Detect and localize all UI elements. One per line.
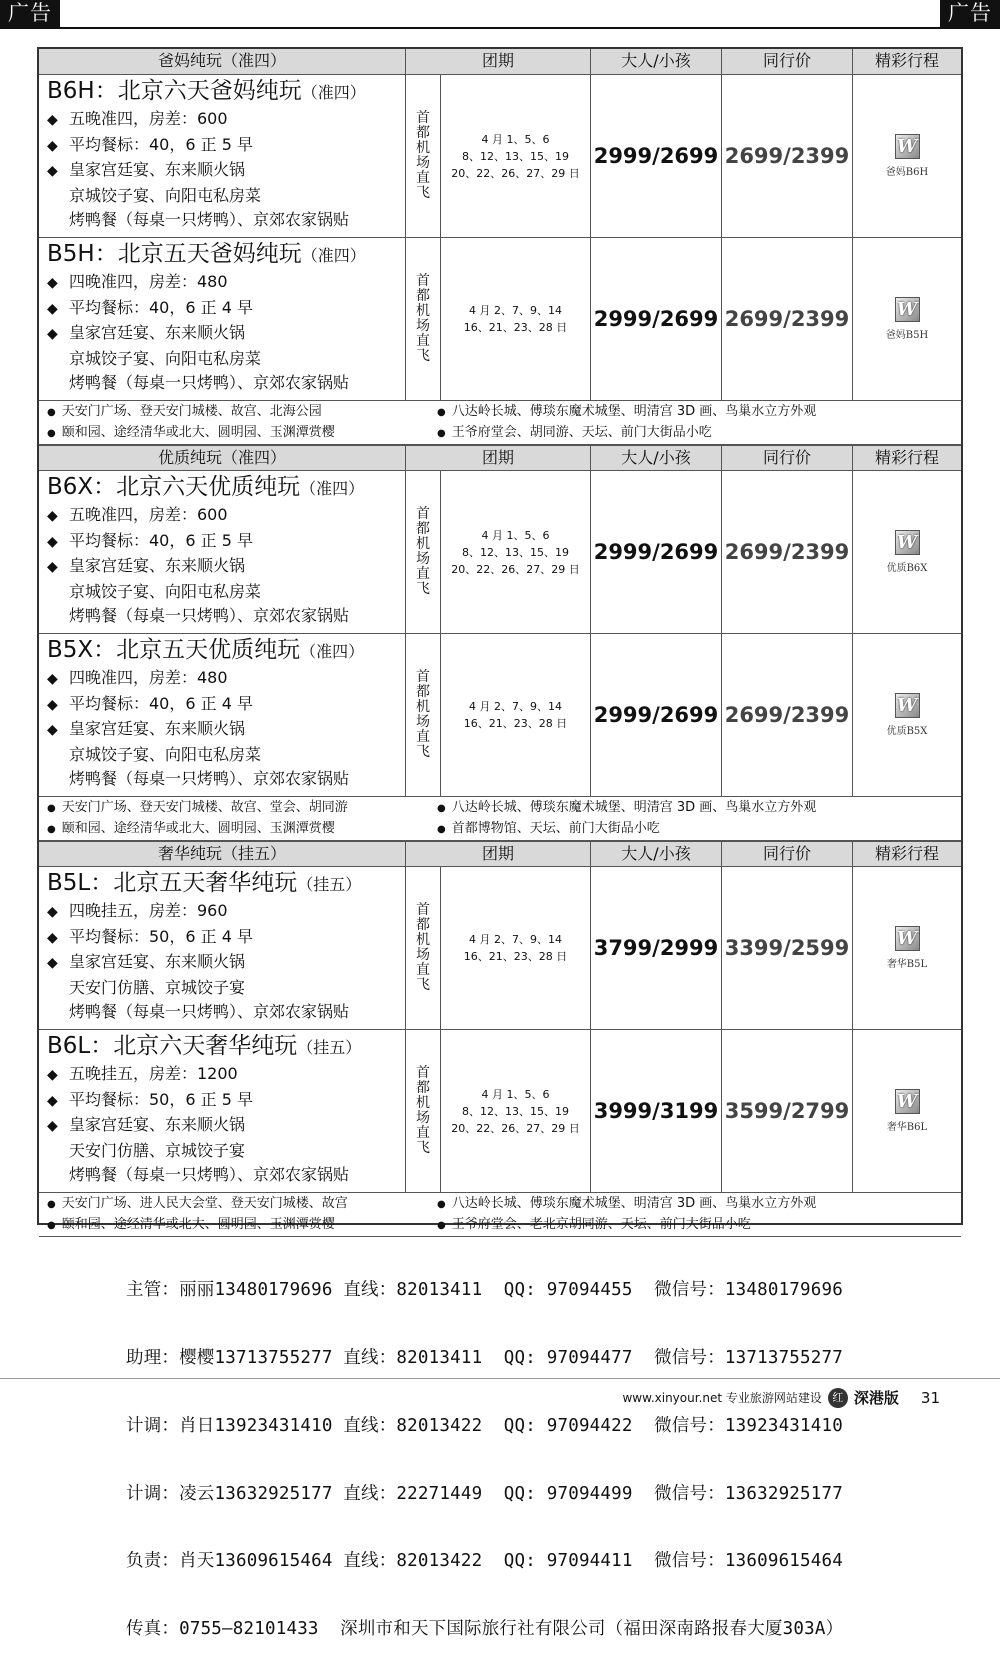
feature-text: 五晚准四，房差：600 — [69, 505, 228, 524]
highlight-item — [47, 401, 322, 423]
dot-bullet-icon: ● — [47, 803, 56, 814]
feature-line — [47, 899, 405, 925]
product-code-name: B5H：北京五天爸妈纯玩 — [47, 241, 302, 267]
tour-dates — [440, 75, 590, 237]
contact-block — [126, 1234, 843, 1663]
diamond-bullet-icon: ◆ — [47, 929, 58, 946]
adult-child-price: 2999/2699 — [590, 471, 721, 633]
page-footer — [622, 1387, 940, 1408]
diamond-bullet-icon: ◆ — [47, 1067, 58, 1083]
highlight-text: 颐和园、途经清华或北大、圆明园、玉渊潭赏樱 — [61, 821, 335, 836]
date-line: 16、21、23、28 日 — [463, 950, 568, 963]
dot-bullet-icon: ● — [47, 428, 56, 439]
itinerary-doc-label[interactable]: 奢华B5L — [886, 959, 928, 970]
col-trade-price: 同行价 — [721, 446, 852, 470]
footer-rule — [0, 1378, 1000, 1379]
col-adult-child: 大人/小孩 — [590, 842, 721, 866]
highlight-text: 八达岭长城、傅琰东魔术城堡、明清宫 3D 画、鸟巢水立方外观 — [451, 404, 817, 419]
diamond-bullet-icon: ◆ — [47, 1118, 58, 1134]
diamond-bullet-icon: ◆ — [47, 559, 58, 575]
diamond-bullet-icon: ◆ — [47, 300, 58, 317]
dot-bullet-icon: ● — [437, 803, 446, 814]
feature-line — [47, 529, 405, 555]
word-doc-icon[interactable]: W — [895, 297, 920, 322]
product-row — [39, 867, 961, 1030]
feature-line — [47, 270, 405, 296]
hotel-level: （准四） — [301, 246, 366, 265]
diamond-bullet-icon: ◆ — [47, 112, 58, 128]
feature-continued: 烤鸭餐（每桌一只烤鸭）、京郊农家锅贴 — [69, 373, 350, 392]
product-row — [39, 471, 961, 634]
feature-line — [47, 158, 405, 184]
flight-note: 首 都 机 场 直 飞 — [416, 110, 430, 201]
contact-line: 主管：丽丽13480179696 直线：82013411 QQ: 97094455 微信号：13480179696 — [126, 1280, 843, 1301]
feature-line — [47, 1113, 405, 1139]
dot-bullet-icon: ● — [437, 1220, 446, 1231]
dot-bullet-icon: ● — [47, 1220, 56, 1231]
product-row — [39, 75, 961, 238]
feature-continued: 烤鸭餐（每桌一只烤鸭）、京郊农家锅贴 — [69, 1002, 350, 1021]
section-title: 爸妈纯玩（准四） — [157, 51, 286, 70]
flight-cell — [405, 867, 440, 1029]
trade-price: 3399/2599 — [721, 867, 852, 1029]
highlight-item — [437, 1214, 751, 1236]
feature-text: 平均餐标：40，6 正 4 早 — [69, 297, 253, 317]
feature-line — [47, 666, 405, 692]
ad-tag-left: 广告 — [0, 0, 60, 27]
feature-text: 皇家宫廷宴、东来顺火锅 — [69, 1115, 246, 1134]
highlight-text: 王爷府堂会、胡同游、天坛、前门大街品小吃 — [451, 425, 712, 440]
diamond-bullet-icon: ◆ — [47, 326, 58, 342]
product-code-name: B5L：北京五天奢华纯玩 — [47, 870, 298, 896]
section-header — [39, 445, 961, 471]
feature-line — [47, 554, 405, 580]
hong-badge: 红 — [828, 1388, 848, 1408]
feature-continued: 烤鸭餐（每桌一只烤鸭）、京郊农家锅贴 — [69, 606, 350, 625]
hotel-level: （准四） — [300, 479, 365, 498]
product-title — [47, 636, 405, 666]
feature-line — [47, 296, 405, 322]
diamond-bullet-icon: ◆ — [47, 1092, 58, 1109]
contact-line: 助理：樱樱13713755277 直线：82013411 QQ: 97094477 微信号：13713755277 — [126, 1347, 843, 1368]
dot-bullet-icon: ● — [437, 824, 446, 835]
date-line: 8、12、13、15、19 — [461, 545, 569, 559]
product-code-name: B6H：北京六天爸妈纯玩 — [47, 78, 302, 104]
highlight-text: 天安门广场、登天安门城楼、故宫、堂会、胡同游 — [61, 800, 348, 815]
feature-text: 平均餐标：50，6 正 5 早 — [69, 1089, 253, 1109]
contact-line: 负责：肖天13609615464 直线：82013422 QQ: 97094411 微信号：13609615464 — [126, 1551, 843, 1572]
hotel-level: （准四） — [301, 83, 366, 102]
tour-dates — [440, 471, 590, 633]
product-row — [39, 634, 961, 797]
date-line: 4 月 2、7、9、14 — [469, 304, 562, 317]
feature-text: 皇家宫廷宴、东来顺火锅 — [69, 160, 246, 179]
adult-child-price: 2999/2699 — [590, 238, 721, 400]
feature-line — [47, 692, 405, 718]
highlight-text: 天安门广场、进人民大会堂、登天安门城楼、故宫 — [61, 1196, 348, 1211]
highlight-item — [47, 1214, 335, 1236]
highlights-row — [39, 797, 961, 841]
dot-bullet-icon: ● — [437, 1199, 446, 1210]
date-line: 16、21、23、28 日 — [463, 321, 568, 334]
product-row — [39, 238, 961, 401]
product-info — [39, 1030, 405, 1192]
highlight-text: 首都博物馆、天坛、前门大街品小吃 — [451, 821, 660, 836]
trade-price: 3599/2799 — [721, 1030, 852, 1192]
feature-continued: 烤鸭餐（每桌一只烤鸭）、京郊农家锅贴 — [69, 769, 350, 788]
product-info — [39, 471, 405, 633]
feature-text: 平均餐标：50，6 正 4 早 — [69, 926, 253, 946]
word-doc-icon[interactable]: W — [895, 693, 920, 718]
diamond-bullet-icon: ◆ — [47, 696, 58, 713]
feature-text: 平均餐标：40，6 正 5 早 — [69, 134, 253, 154]
date-line: 4 月 1、5、6 — [481, 1087, 550, 1101]
feature-text: 皇家宫廷宴、东来顺火锅 — [69, 719, 246, 738]
date-line: 8、12、13、15、19 — [461, 149, 569, 163]
date-line: 20、22、26、27、29 日 — [451, 562, 580, 576]
top-rule — [0, 27, 1000, 29]
itinerary-cell[interactable] — [852, 75, 961, 237]
flight-note: 首 都 机 场 直 飞 — [416, 506, 430, 597]
trade-price: 2699/2399 — [721, 471, 852, 633]
feature-line — [47, 133, 405, 159]
feature-line — [47, 503, 405, 529]
tour-table — [37, 47, 963, 1232]
flight-cell — [405, 634, 440, 796]
col-tour-dates: 团期 — [405, 842, 590, 866]
product-info — [39, 634, 405, 796]
feature-text: 四晚准四，房差：480 — [69, 668, 228, 687]
flight-note: 首 都 机 场 直 飞 — [416, 1065, 430, 1156]
feature-text: 四晚准四，房差：480 — [69, 272, 228, 291]
tour-dates — [440, 634, 590, 796]
col-itinerary: 精彩行程 — [852, 842, 961, 866]
col-itinerary: 精彩行程 — [852, 49, 961, 74]
diamond-bullet-icon: ◆ — [47, 671, 58, 687]
highlight-text: 王爷府堂会、老北京胡同游、天坛、前门大街品小吃 — [451, 1217, 751, 1232]
feature-text: 平均餐标：40，6 正 4 早 — [69, 693, 253, 713]
feature-continued: 天安门仿膳、京城饺子宴 — [69, 1140, 246, 1160]
dot-bullet-icon: ● — [437, 428, 446, 439]
itinerary-cell[interactable] — [852, 471, 961, 633]
feature-continued: 京城饺子宴、向阳屯私房菜 — [69, 744, 262, 764]
section-header — [39, 49, 961, 75]
flight-note: 首 都 机 场 直 飞 — [416, 669, 430, 760]
diamond-bullet-icon: ◆ — [47, 722, 58, 738]
diamond-bullet-icon: ◆ — [47, 163, 58, 179]
dot-bullet-icon: ● — [47, 1199, 56, 1210]
footer-site[interactable]: www.xinyour.net 专业旅游网站建设 — [622, 1391, 822, 1405]
feature-continued: 京城饺子宴、向阳屯私房菜 — [69, 581, 262, 601]
highlight-text: 八达岭长城、傅琰东魔术城堡、明清宫 3D 画、鸟巢水立方外观 — [451, 800, 817, 815]
diamond-bullet-icon: ◆ — [47, 533, 58, 550]
diamond-bullet-icon: ◆ — [47, 137, 58, 154]
flight-cell — [405, 238, 440, 400]
adult-child-price: 2999/2699 — [590, 634, 721, 796]
section-title: 奢华纯玩（挂五） — [157, 844, 286, 863]
date-line: 8、12、13、15、19 — [461, 1104, 569, 1118]
hotel-level: （挂五） — [297, 875, 362, 894]
feature-continued: 天安门仿膳、京城饺子宴 — [69, 977, 246, 997]
itinerary-cell[interactable] — [852, 238, 961, 400]
trade-price: 2699/2399 — [721, 238, 852, 400]
date-line: 4 月 2、7、9、14 — [469, 933, 562, 946]
highlight-item — [437, 1193, 816, 1215]
col-trade-price: 同行价 — [721, 842, 852, 866]
feature-continued: 京城饺子宴、向阳屯私房菜 — [69, 185, 262, 205]
col-trade-price: 同行价 — [721, 49, 852, 74]
word-doc-icon[interactable]: W — [895, 926, 920, 951]
feature-line — [47, 925, 405, 951]
highlights-row — [39, 401, 961, 445]
product-title — [47, 77, 405, 107]
itinerary-doc-label[interactable]: 优质B6X — [886, 563, 928, 574]
col-tour-dates: 团期 — [405, 49, 590, 74]
product-code-name: B6L：北京六天奢华纯玩 — [47, 1033, 298, 1059]
itinerary-cell[interactable] — [852, 634, 961, 796]
word-doc-icon[interactable]: W — [895, 530, 920, 555]
adult-child-price: 2999/2699 — [590, 75, 721, 237]
tour-dates — [440, 1030, 590, 1192]
flight-cell — [405, 471, 440, 633]
hotel-level: （挂五） — [297, 1038, 362, 1057]
contact-line: 传真：0755—82101433 深圳市和天下国际旅行社有限公司（福田深南路报春大厦303A） — [126, 1619, 844, 1640]
flight-cell — [405, 1030, 440, 1192]
contact-line: 计调：肖日13923431410 直线：82013422 QQ: 97094422 微信号：13923431410 — [126, 1415, 843, 1436]
feature-text: 平均餐标：40，6 正 5 早 — [69, 530, 253, 550]
dot-bullet-icon: ● — [437, 407, 446, 418]
diamond-bullet-icon: ◆ — [47, 275, 58, 291]
feature-text: 皇家宫廷宴、东来顺火锅 — [69, 323, 246, 342]
feature-line — [47, 950, 405, 976]
feature-line — [47, 321, 405, 347]
trade-price: 2699/2399 — [721, 75, 852, 237]
highlight-item — [437, 401, 816, 423]
diamond-bullet-icon: ◆ — [47, 508, 58, 524]
word-doc-icon[interactable]: W — [895, 134, 920, 159]
footer-edition: 深港版 — [853, 1389, 899, 1407]
highlight-item — [47, 422, 335, 444]
feature-line — [47, 1088, 405, 1114]
word-doc-icon[interactable]: W — [895, 1089, 920, 1114]
adult-child-price: 3799/2999 — [590, 867, 721, 1029]
highlight-item — [437, 797, 816, 819]
feature-continued: 京城饺子宴、向阳屯私房菜 — [69, 348, 262, 368]
adult-child-price: 3999/3199 — [590, 1030, 721, 1192]
highlight-item — [47, 1193, 348, 1215]
feature-text: 五晚挂五，房差：1200 — [69, 1064, 238, 1083]
highlight-text: 颐和园、途经清华或北大、圆明园、玉渊潭赏樱 — [61, 425, 335, 440]
section-title: 优质纯玩（准四） — [157, 448, 286, 467]
hotel-level: （准四） — [300, 642, 365, 661]
feature-line — [47, 107, 405, 133]
highlight-text: 颐和园、途经清华或北大、圆明园、玉渊潭赏樱 — [61, 1217, 335, 1232]
itinerary-doc-label[interactable]: 奢华B6L — [886, 1122, 928, 1133]
product-title — [47, 473, 405, 503]
feature-continued: 烤鸭餐（每桌一只烤鸭）、京郊农家锅贴 — [69, 210, 350, 229]
highlight-item — [437, 818, 660, 840]
itinerary-doc-label[interactable]: 爸妈B6H — [885, 167, 929, 178]
trade-price: 2699/2399 — [721, 634, 852, 796]
product-code-name: B5X：北京五天优质纯玩 — [47, 637, 301, 663]
flight-cell — [405, 75, 440, 237]
feature-text: 四晚挂五，房差：960 — [69, 901, 228, 920]
highlights-row — [39, 1193, 961, 1237]
feature-line — [47, 717, 405, 743]
tour-dates — [440, 238, 590, 400]
highlight-text: 八达岭长城、傅琰东魔术城堡、明清宫 3D 画、鸟巢水立方外观 — [451, 1196, 817, 1211]
dot-bullet-icon: ● — [47, 407, 56, 418]
highlight-item — [47, 818, 335, 840]
dot-bullet-icon: ● — [47, 824, 56, 835]
diamond-bullet-icon: ◆ — [47, 955, 58, 971]
product-info — [39, 75, 405, 237]
itinerary-doc-label[interactable]: 爸妈B5H — [885, 330, 929, 341]
feature-text: 五晚准四，房差：600 — [69, 109, 228, 128]
date-line: 20、22、26、27、29 日 — [451, 1121, 580, 1135]
col-tour-dates: 团期 — [405, 446, 590, 470]
product-info — [39, 867, 405, 1029]
col-adult-child: 大人/小孩 — [590, 446, 721, 470]
product-info — [39, 238, 405, 400]
highlight-text: 天安门广场、登天安门城楼、故宫、北海公园 — [61, 404, 322, 419]
product-code-name: B6X：北京六天优质纯玩 — [47, 474, 301, 500]
product-row — [39, 1030, 961, 1193]
ad-tag-right: 广告 — [940, 0, 1000, 27]
product-title — [47, 869, 405, 899]
diamond-bullet-icon: ◆ — [47, 904, 58, 920]
itinerary-cell[interactable] — [852, 867, 961, 1029]
col-adult-child: 大人/小孩 — [590, 49, 721, 74]
date-line: 20、22、26、27、29 日 — [451, 166, 580, 180]
flight-note: 首 都 机 场 直 飞 — [416, 273, 430, 364]
section-header — [39, 841, 961, 867]
feature-line — [47, 1062, 405, 1088]
col-itinerary: 精彩行程 — [852, 446, 961, 470]
product-title — [47, 240, 405, 270]
feature-text: 皇家宫廷宴、东来顺火锅 — [69, 952, 246, 971]
date-line: 4 月 2、7、9、14 — [469, 700, 562, 713]
flight-note: 首 都 机 场 直 飞 — [416, 902, 430, 993]
date-line: 16、21、23、28 日 — [463, 717, 568, 730]
itinerary-cell[interactable] — [852, 1030, 961, 1192]
highlight-item — [437, 422, 712, 444]
tour-dates — [440, 867, 590, 1029]
itinerary-doc-label[interactable]: 优质B5X — [886, 726, 928, 737]
feature-text: 皇家宫廷宴、东来顺火锅 — [69, 556, 246, 575]
page-number: 31 — [920, 1388, 940, 1407]
date-line: 4 月 1、5、6 — [481, 132, 550, 146]
date-line: 4 月 1、5、6 — [481, 528, 550, 542]
highlight-item — [47, 797, 348, 819]
contact-line: 计调：凌云13632925177 直线：22271449 QQ: 97094499 微信号：13632925177 — [126, 1483, 843, 1504]
feature-continued: 烤鸭餐（每桌一只烤鸭）、京郊农家锅贴 — [69, 1165, 350, 1184]
product-title — [47, 1032, 405, 1062]
